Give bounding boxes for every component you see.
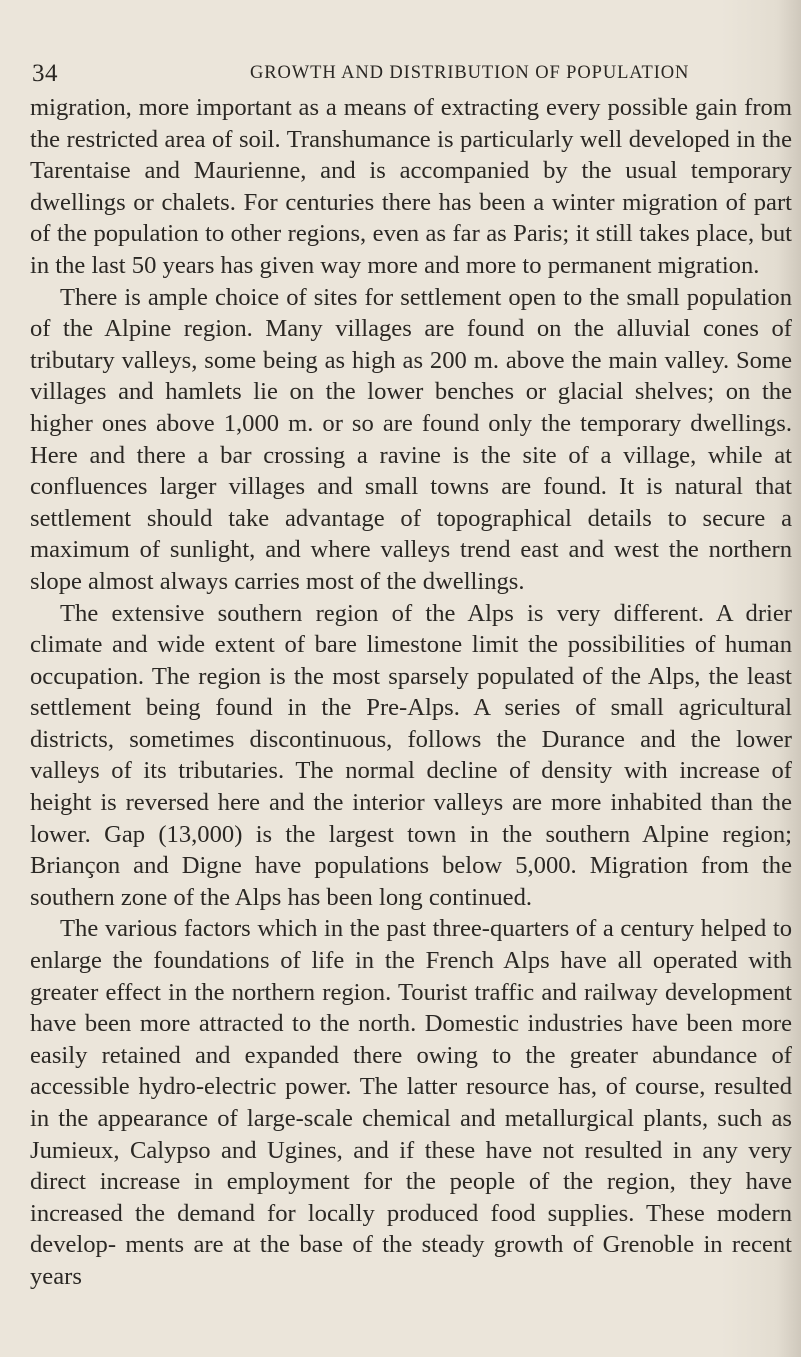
paragraph-2: There is ample choice of sites for settlement open to the small population of the Alpine region. Many villages are found on the alluvial cones of tributary valleys, some being as high as 200 m. above the main valley. Some villages and hamlets lie on the lower benches or glacial shelves; on the higher ones above 1,000 m. or so are found only the temporary dwellings. Here and there a bar crossing a ravine is the site of a village, while at confluences larger villages and small towns are found. It is natural that settlement should take advantage of topographical details to secure a maximum of sunlight, and where valleys trend east and west the northern slope almost always carries most of the dwellings. [30, 283, 792, 595]
page-number: 34 [32, 60, 58, 87]
paragraph-1: migration, more important as a means of extracting every possible gain from the restricted area of soil. Transhumance is particularly well developed in the Tarentaise and Maurienne, and is accompanied by the usual temporary dwellings or chalets. For centuries there has been a winter migration of part of the population to other regions, even as far as Paris; it still takes place, but in the last 50 years has given way more and more to permanent migration. [30, 94, 792, 279]
page-header [30, 60, 770, 96]
running-title: GROWTH AND DISTRIBUTION OF POPULATION [250, 63, 690, 83]
paragraph-3: The extensive southern region of the Alps is very different. A drier climate and wide extent of bare limestone limit the possibilities of human occupation. The region is the most sparsely populated of the Alps, the least settlement being found in the Pre-Alps. A series of small agricultural districts, sometimes discontinuous, follows the Durance and the lower valleys of its tributaries. The normal decline of density with increase of height is reversed here and the interior valleys are more inhabited than the lower. Gap (13,000) is the largest town in the southern Alpine region; Briançon and Digne have populations below 5,000. Migration from the southern zone of the Alps has been long continued. [30, 599, 792, 911]
paragraph-4: The various factors which in the past three-quarters of a century helped to enlarge the foundations of life in the French Alps have all operated with greater effect in the northern region. Tourist traffic and railway development have been more attracted to the north. Domestic industries have been more easily retained and expanded there owing to the greater abundance of accessible hydro-electric power. The latter resource has, of course, resulted in the appearance of large-scale chemical and metallurgical plants, such as Jumieux, Calypso and Ugines, and if these have not resulted in any very direct increase in employment for the people of the region, they have increased the demand for locally produced food supplies. These modern develop- ments are at the base of the steady growth of Grenoble in recent years [30, 915, 792, 1290]
body-text [30, 92, 792, 1293]
